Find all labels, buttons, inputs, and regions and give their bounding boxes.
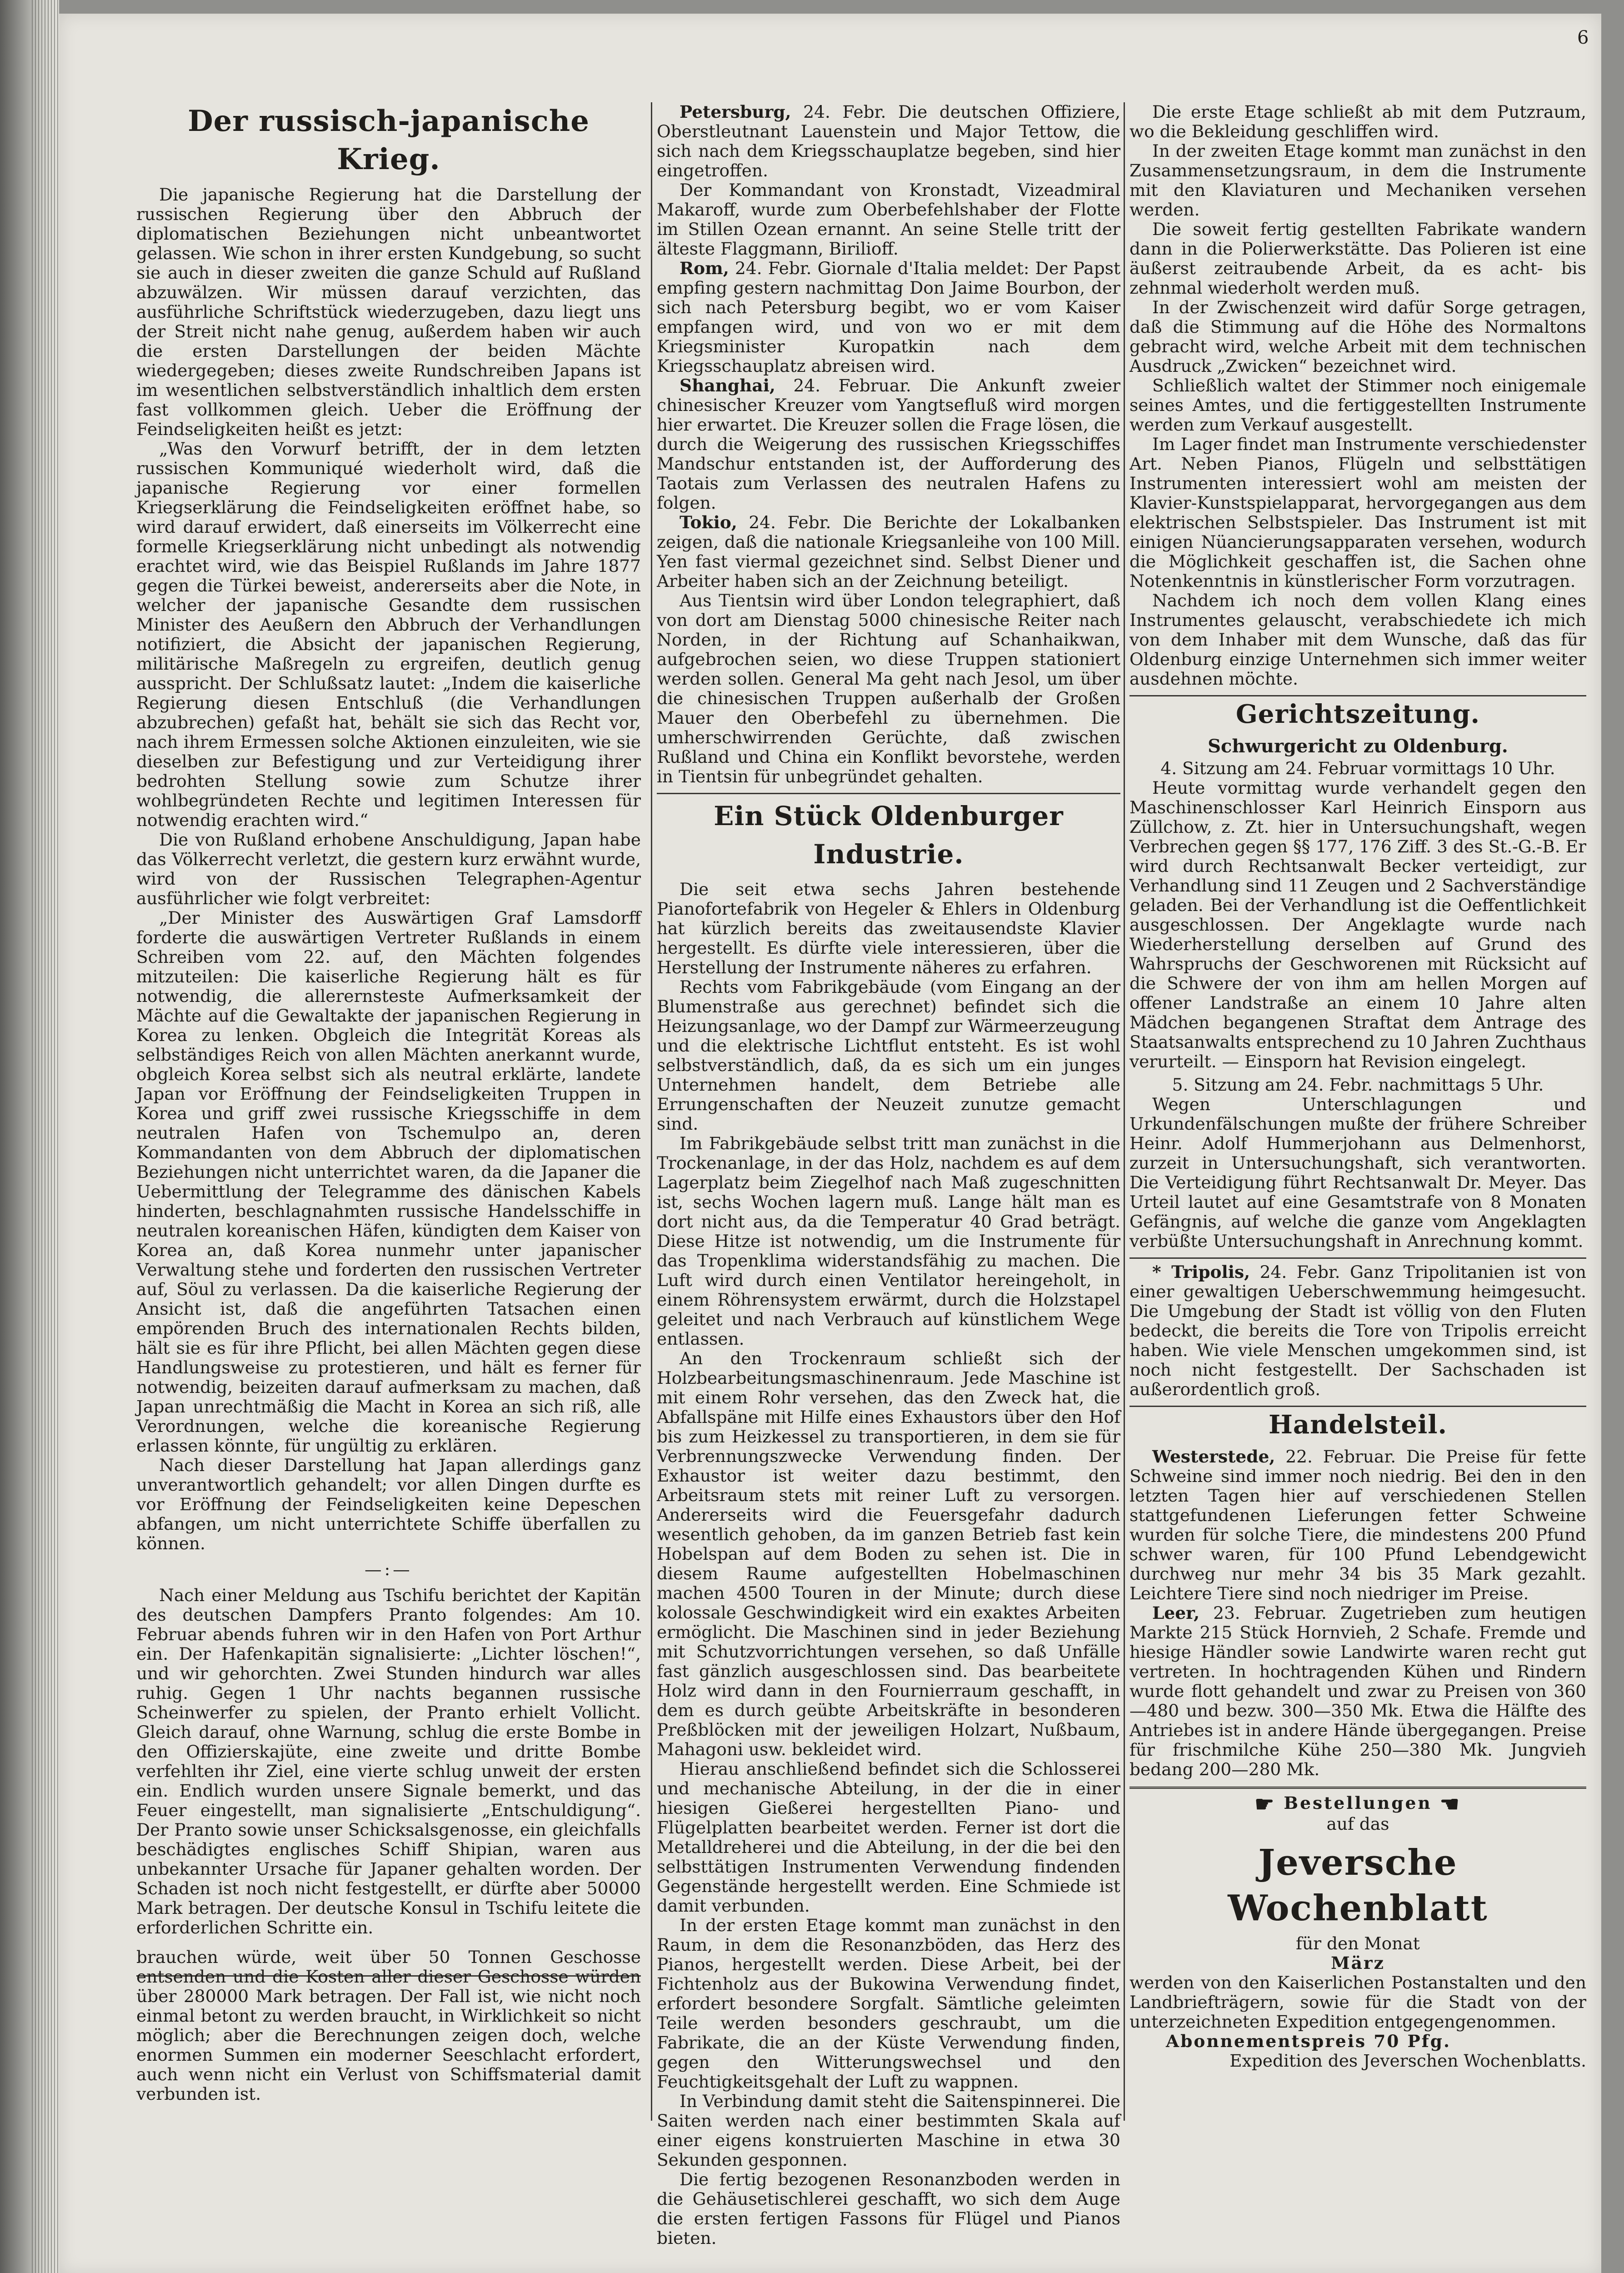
section-title-court: Gerichtszeitung.	[1235, 699, 1480, 729]
section-rule	[657, 793, 1120, 794]
ad-line: für den Monat	[1296, 1933, 1420, 1953]
ad-body: werden von den Kaiserlichen Postanstalten und den Landbriefträgern, sowie für die Stadt von der unterzeichneten Expedition entgegengenommen.	[1129, 1973, 1586, 2032]
paragraph: In der Zwischenzeit wird dafür Sorge getragen, daß die Stimmung auf die Höhe des Normaltons gebracht wird, welche Arbeit mit dem technischen Ausdruck „Zwicken“ bezeichnet wird.	[1129, 297, 1586, 376]
news-text: Der Kommandant von Kronstadt, Vizeadmiral Makaroff, wurde zum Oberbefehlshaber der Flotte im Stillen Ozean ernannt. An seine Stelle tritt der älteste Flaggmann, Birilioff.	[657, 180, 1120, 259]
dateline-place: Petersburg,	[680, 102, 791, 122]
court-subtitle: Schwurgericht zu Oldenburg.	[1208, 736, 1508, 757]
column-rule-right	[1124, 102, 1125, 2121]
section-rule	[1129, 695, 1586, 696]
article-title-industry: Ein Stück Oldenburger Industrie.	[714, 801, 1064, 870]
dateline-place: Tokio,	[680, 512, 737, 532]
section-rule	[1129, 1787, 1586, 1789]
news-text: Aus Tientsin wird über London telegraphiert, daß von dort am Dienstag 5000 chinesische Reiter nach Norden, in der Richtung auf Schanhaikwan, aufgebrochen seien, wo diese Truppen stationiert werden sollen. General Ma geht nach Jesol, um über die chinesischen Truppen außerhalb der Großen Mauer den Oberbefehl zu übernehmen. Die umherschwirrenden Gerüchte, daß zwischen Rußland und China ein Konflikt bevorstehe, werden in Tientsin für unbegründet gehalten.	[657, 591, 1120, 786]
column-2	[657, 102, 1120, 2248]
paragraph: Heute vormittag wurde verhandelt gegen den Maschinenschlosser Karl Heinrich Einsporn aus Züllchow, z. Zt. hier in Untersuchungshaft, wegen Verbrechen gegen §§ 177, 176 Ziff. 3 des St.-G.-B. Er wird durch Rechtsanwalt Becker verteidigt, zur Verhandlung sind 11 Zeugen und 2 Sachverständige geladen. Bei der Verhandlung ist die Oeffentlichkeit ausgeschlossen. Der Angeklagte wurde nach Wiederherstellung derselben auf Grund des Wahrspruchs der Geschworenen mit Rücksicht auf die Schwere der von ihm am hellen Morgen auf offener Landstraße an einem 10 Jahre alten Mädchen begangenen Straftat dem Antrage des Staatsanwalts entsprechend zu 10 Jahren Zuchthaus verurteilt. — Einsporn hat Revision eingelegt.	[1129, 778, 1586, 1071]
news-text: 24. Febr. Die deutschen Offiziere, Oberstleutnant Lauenstein und Major Tettow, die sich nach dem Kriegsschauplatze begeben, sind hier eingetroffen.	[657, 102, 1121, 180]
paragraph-continued: brauchen würde, weit über 50 Tonnen Geschosse entsenden und die Kosten aller dieser Geschosse würden über 280000 Mark betragen. Der Fall ist, wie nicht noch einmal betont zu werden braucht, in Wirklichkeit so nicht möglich; aber die Berechnungen zeigen doch, welche enormen Summen ein moderner Seeschlacht erfordert, auch wenn nicht ein Verlust von Schiffsmaterial damit verbunden ist.	[136, 1947, 641, 2104]
section-separator: —:—	[365, 1559, 413, 1579]
article-title-war: Der russisch-japanische Krieg.	[188, 104, 590, 176]
paragraph: „Der Minister des Auswärtigen Graf Lamsdorff forderte die auswärtigen Vertreter Rußlands in einem Schreiben vom 22. auf, den Mächten folgendes mitzuteilen: Die kaiserliche Regierung hält es für notwendig, die allerernsteste Aufmerksamkeit der Mächte auf die Gewaltakte der japanischen Regierung in Korea zu lenken. Obgleich die Integrität Koreas als selbständiges Reich von allen Mächten anerkannt wurde, obgleich Korea selbst sich als neutral erklärte, landete Japan vor Eröffnung der Feindseligkeiten Truppen in Korea und griff zwei russische Kriegsschiffe in dem neutralen Hafen von Tschemulpo an, deren Kommandanten von dem Abbruch der diplomatischen Beziehungen nicht unterrichtet waren, da die Japaner die Uebermittlung der Telegramme des dänischen Kabels hinderten, beschlagnahmten russische Handelsschiffe in neutralen koreanischen Häfen, kündigten dem Kaiser von Korea an, daß Korea nunmehr unter japanischer Verwaltung stehe und forderten den russischen Vertreter auf, Söul zu verlassen. Da die kaiserliche Regierung der Ansicht ist, daß die angeführten Tatsachen einen empörenden Bruch des internationalen Rechts bilden, hält sie es für ihre Pflicht, bei allen Mächten gegen diese Handlungsweise zu protestieren, und hält es ferner für notwendig, beizeiten darauf aufmerksam zu machen, daß Japan unrechtmäßig die Macht in Korea an sich riß, alle Verordnungen, welche die koreanische Regierung erlassen könnte, für ungültig zu erklären.	[136, 908, 641, 1456]
session-heading: 5. Sitzung am 24. Febr. nachmittags 5 Uhr.	[1172, 1075, 1544, 1095]
session-heading: 4. Sitzung am 24. Februar vormittags 10 Uhr.	[1160, 758, 1555, 778]
paragraph: Schließlich waltet der Stimmer noch einigemale seines Amtes, und die fertiggestellten Instrumente werden zum Verkauf ausgestellt.	[1129, 375, 1586, 435]
page-edges	[32, 0, 59, 2273]
paragraph: Hierau anschließend befindet sich die Schlosserei und mechanische Abteilung, in der die in einer hiesigen Gießerei hergestellten Piano- und Flügelplatten bearbeitet werden. Ferner ist dort die Metalldreherei und die Abteilung, in der die bei den selbsttätigen Instrumenten Verwendung findenden Gegenstände hergestellt werden. Eine Schmiede ist damit verbunden.	[657, 1759, 1120, 1916]
pointing-hand-icon: ☛	[1254, 1792, 1276, 1817]
news-text: 24. Febr. Giornale d'Italia meldet: Der Papst empfing gestern nachmittag Don Jaime Bourbon, der sich nach Petersburg begibt, wo er vom Kaiser empfangen wird, und von wo er mit dem Kriegsminister Kuropatkin nach dem Kriegsschauplatz abreisen wird.	[657, 258, 1121, 376]
ad-line: Bestellungen	[1284, 1793, 1432, 1813]
paragraph: Nachdem ich noch dem vollen Klang eines Instrumentes gelauscht, verabschiedete ich mich von dem Inhaber mit dem Wunsche, daß das für Oldenburg einzige Unternehmen sich immer weiter ausdehnen möchte.	[1129, 591, 1586, 689]
paragraph: Die soweit fertig gestellten Fabrikate wandern dann in die Polierwerkstätte. Das Polieren ist eine äußerst zeitraubende Arbeit, da es acht- bis zehnmal wiederholt werden muß.	[1129, 219, 1586, 298]
dateline-place: Shanghai,	[680, 375, 775, 396]
news-text: 22. Februar. Die Preise für fette Schweine sind immer noch niedrig. Bei den in den letzten Tagen hier auf verschiedenen Stellen stattgefundenen Lieferungen fetter Schweine wurden für solche Tiere, die mindestens 200 Pfund schwer waren, für 100 Pfund Lebendgewicht durchweg nur mehr 34 bis 35 Mark gezahlt. Leichtere Tiere sind noch niedriger im Preise.	[1129, 1447, 1586, 1603]
paragraph: Nach einer Meldung aus Tschifu berichtet der Kapitän des deutschen Dampfers Pranto folgendes: Am 10. Februar abends fuhren wir in den Hafen von Port Arthur ein. Der Hafenkapitän signalisierte: „Lichter löschen!“, und wir gehorchten. Zwei Stunden hindurch war alles ruhig. Gegen 1 Uhr nachts begannen russische Scheinwerfer zu spielen, der Pranto erhielt Vollicht. Gleich darauf, ohne Warnung, schlug die erste Bombe in den Offizierskajüte, eine zweite und dritte Bombe verfehlten ihr Ziel, eine vierte schlug unweit der ersten ein. Endlich wurden unsere Signale bemerkt, und das Feuer eingestellt, man signalisierte „Entschuldigung“. Der Pranto sowie unser Schicksalsgenosse, ein gleichfalls beschädigtes englisches Schiff Shipian, waren aus unbekannter Ursache für Japaner gehalten worden. Der Schaden ist noch nicht festgestellt, er dürfte aber 50000 Mark betragen. Der deutsche Konsul in Tschifu leitete die erforderlichen Schritte ein.	[136, 1585, 641, 1938]
dateline-place: Rom,	[680, 258, 729, 278]
paragraph: Nach dieser Darstellung hat Japan allerdings ganz unverantwortlich gehandelt; vor allen Dingen durfte es vor Eröffnung der Feindseligkeiten keine Depeschen abfangen, um nicht unterrichtete Schiffe überfallen zu können.	[136, 1455, 641, 1553]
paragraph: Rechts vom Fabrikgebäude (vom Eingang an der Blumenstraße aus gerechnet) befindet sich die Heizungsanlage, wo der Dampf zur Wärmeerzeugung und die elektrische Lichtflut entsteht. Es ist wohl selbstverständlich, daß, da es sich um ein junges Unternehmen handelt, dem Betriebe alle Errungenschaften der Neuzeit zunutze gemacht sind.	[657, 977, 1120, 1134]
ad-title: Jeversche Wochenblatt	[1228, 1842, 1488, 1929]
subscription-ad	[1129, 1793, 1586, 2071]
dateline-place: Leer,	[1152, 1603, 1200, 1623]
paragraph: Die japanische Regierung hat die Darstellung der russischen Regierung über den Abbruch der diplomatischen Beziehungen nicht unbeantwortet gelassen. Wie schon in ihrer ersten Kundgebung, so sucht sie auch in dieser zweiten die ganze Schuld auf Rußland abzuwälzen. Wir müssen darauf verzichten, das ausführliche Schriftstück wiederzugeben, dazu liegt uns der Streit nicht nahe genug, außerdem haben wir auch die ersten Darstellungen der beiden Mächte wiedergegeben; dieses zweite Rundschreiben Japans ist im wesentlichen selbstverständlich inhaltlich dem ersten fast vollkommen gleich. Ueber die Eröffnung der Feindseligkeiten heißt es jetzt:	[136, 185, 641, 439]
column-rule-left	[651, 102, 652, 2121]
paragraph: Die erste Etage schließt ab mit dem Putzraum, wo die Bekleidung geschliffen wird.	[1129, 102, 1586, 141]
paragraph: Die fertig bezogenen Resonanzboden werden in die Gehäusetischlerei geschafft, wo sich dem Auge die ersten fertigen Fassons für Flügel und Pianos bieten.	[657, 2169, 1120, 2248]
paragraph: „Was den Vorwurf betrifft, der in dem letzten russischen Kommuniqué wiederholt wird, daß die japanische Regierung vor einer formellen Kriegserklärung die Feindseligkeiten eröffnet habe, so wird darauf erwidert, daß einerseits im Völkerrecht eine formelle Kriegserklärung nicht unbedingt als notwendig erachtet wird, wie das Beispiel Rußlands im Jahre 1877 gegen die Türkei beweist, andererseits aber die Note, in welcher der japanische Gesandte dem russischen Minister des Aeußern den Abbruch der Verhandlungen notifiziert, die Absicht der japanischen Regierung, militärische Maßregeln zu ergreifen, deutlich genug ausspricht. Der Schlußsatz lautet: „Indem die kaiserliche Regierung diesen Entschluß (die Verhandlungen abzubrechen) gefaßt hat, behält sie sich das Recht vor, nach ihrem Ermessen solche Aktionen einzuleiten, wie sie dieselben zur Befestigung und zur Verteidigung ihrer bedrohten Stellung sowie zum Schutze ihrer wohlbegründeten Rechte und legitimen Interessen für notwendig erachten wird.“	[136, 439, 641, 830]
paragraph: Die seit etwa sechs Jahren bestehende Pianofortefabrik von Hegeler & Ehlers in Oldenburg hat kürzlich bereits das zweitausendste Klavier hergestellt. Es dürfte viele interessieren, über die Herstellung der Instrumente näheres zu erfahren.	[657, 879, 1120, 977]
ad-line: auf das	[1326, 1814, 1389, 1834]
ad-signature: Expedition des Jeverschen Wochenblatts.	[1229, 2051, 1586, 2071]
paragraph: In Verbindung damit steht die Saitenspinnerei. Die Saiten werden nach einer bestimmten Skala auf einer eigens konstruierten Maschine in etwa 30 Sekunden gesponnen.	[657, 2091, 1120, 2170]
section-title-trade: Handelsteil.	[1268, 1410, 1448, 1440]
section-rule	[1129, 1257, 1586, 1259]
paragraph: An den Trockenraum schließt sich der Holzbearbeitungsmaschinenraum. Jede Maschine ist mit einem Rohr versehen, das den Zweck hat, die Abfallspäne mit Hilfe eines Exhaustors über den Hof bis zum Heizkessel zu transportieren, in dem sie für Verbrennungszwecke Verwendung finden. Der Exhaustor ist weiter dazu bestimmt, den Arbeitsraum stets mit reiner Luft zu versorgen. Andererseits wird die Feuersgefahr dadurch wesentlich gehoben, da im ganzen Betrieb fast kein Hobelspan auf dem Boden zu sehen ist. Die in diesem Raume aufgestellten Hobelmaschinen machen 4500 Touren in der Minute; durch diese kolossale Geschwindigkeit wird ein exaktes Arbeiten ermöglicht. Die Maschinen sind in jeder Beziehung mit Schutzvorrichtungen versehen, so daß Unfälle fast gänzlich ausgeschlossen sind. Das bearbeitete Holz wird dann in den Fournierraum geschafft, in dem es durch geübte Arbeitskräfte in besonderen Preßblöcken mit der jeweiligen Holzart, Nußbaum, Mahagoni usw. bekleidet wird.	[657, 1348, 1120, 1759]
ad-month: März	[1331, 1953, 1385, 1973]
dateline-place: * Tripolis,	[1152, 1262, 1250, 1282]
paragraph: Im Fabrikgebäude selbst tritt man zunächst in die Trockenanlage, in der das Holz, nachdem es auf dem Lagerplatz beim Ziegelhof nach Maß zugeschnitten ist, sechs Wochen lagern muß. Lange hält man es dort nicht aus, da die Temperatur 40 Grad beträgt. Diese Hitze ist notwendig, um die Instrumente für das Tropenklima widerstandsfähig zu machen. Die Luft wird durch einen Ventilator hereingeholt, in einem Röhrensystem erwärmt, durch die Holzstapel geleitet und nach Verbrauch auf künstlichem Wege entlassen.	[657, 1133, 1120, 1349]
column-3	[1129, 102, 1586, 2071]
section-rule	[1129, 1406, 1586, 1407]
paragraph: Die von Rußland erhobene Anschuldigung, Japan habe das Völkerrecht verletzt, die gestern kurz erwähnt wurde, wird von der Russischen Telegraphen-Agentur ausführlicher wie folgt verbreitet:	[136, 830, 641, 908]
paragraph: Wegen Unterschlagungen und Urkundenfälschungen mußte der frühere Schreiber Heinr. Adolf Hummerjohann aus Delmenhorst, zurzeit in Untersuchungshaft, sich verantworten. Die Verteidigung führt Rechtsanwalt Dr. Meyer. Das Urteil lautet auf eine Gesamtstrafe von 8 Monaten Gefängnis, auf welche die ganze vom Angeklagten verbüßte Untersuchungshaft in Anrechnung kommt.	[1129, 1094, 1586, 1251]
page-number: 6	[1577, 27, 1589, 48]
pointing-hand-icon: ☚	[1439, 1792, 1461, 1817]
paragraph: In der ersten Etage kommt man zunächst in den Raum, in dem die Resonanzböden, das Herz des Pianos, hergestellt werden. Diese Arbeit, bei der Fichtenholz aus der Bukowina Verwendung findet, erfordert besondere Sorgfalt. Sämtliche geleimten Teile werden besonders geschraubt, um die Fabrikate, die an der Küste Verwendung finden, gegen den Witterungswechsel und den Feuchtigkeitsgehalt der Luft zu wappnen.	[657, 1915, 1120, 2092]
paragraph: Im Lager findet man Instrumente verschiedenster Art. Neben Pianos, Flügeln und selbsttätigen Instrumenten interessiert wohl am meisten der Klavier-Kunstspielapparat, hervorgegangen aus dem elektrischen Selbstspieler. Das Instrument ist mit einigen Nüancierungsapparaten versehen, wodurch die Möglichkeit geschaffen ist, die Sachen ohne Notenkenntnis in künstlerischer Form vorzutragen.	[1129, 434, 1586, 591]
dateline-place: Westerstede,	[1152, 1447, 1275, 1467]
ad-price: Abonnementspreis 70 Pfg.	[1166, 2031, 1451, 2051]
news-text: 23. Februar. Zugetrieben zum heutigen Markte 215 Stück Hornvieh, 2 Schafe. Fremde und hiesige Händler sowie Landwirte waren recht gut vertreten. In hochtragenden Kühen und Rindern wurde flott gehandelt und zwar zu Preisen von 360—480 und bezw. 300—350 Mk. Etwa die Hälfte des Antriebes ist in andere Hände übergegangen. Preise für frischmilche Kühe 250—380 Mk. Jungvieh bedang 200—280 Mk.	[1129, 1603, 1587, 1779]
news-text: 24. Febr. Die Berichte der Lokalbanken zeigen, daß die nationale Kriegsanleihe von 100 Mill. Yen fast viermal gezeichnet sind. Selbst Diener und Arbeiter haben sich an der Zeichnung beteiligt.	[657, 512, 1120, 591]
paragraph: In der zweiten Etage kommt man zunächst in den Zusammensetzungsraum, in dem die Instrumente mit den Klaviaturen und Mechaniken versehen werden.	[1129, 141, 1586, 220]
news-text: 24. Febr. Ganz Tripolitanien ist von einer gewaltigen Ueberschwemmung heimgesucht. Die Umgebung der Stadt ist völlig von den Fluten bedeckt, die bereits die Tore von Tripolis erreicht haben. Wie viele Menschen umgekommen sind, ist noch nicht festgestellt. Der Sachschaden ist außerordentlich groß.	[1129, 1262, 1586, 1399]
column-1	[136, 102, 641, 2104]
news-text: 24. Februar. Die Ankunft zweier chinesischer Kreuzer vom Yangtsefluß wird morgen hier erwartet. Die Kreuzer sollen die Frage lösen, die durch die Weigerung des russischen Kriegsschiffes Mandschur entstanden ist, der Aufforderung des Taotais zum Verlassen des neutralen Hafens zu folgen.	[657, 375, 1120, 513]
